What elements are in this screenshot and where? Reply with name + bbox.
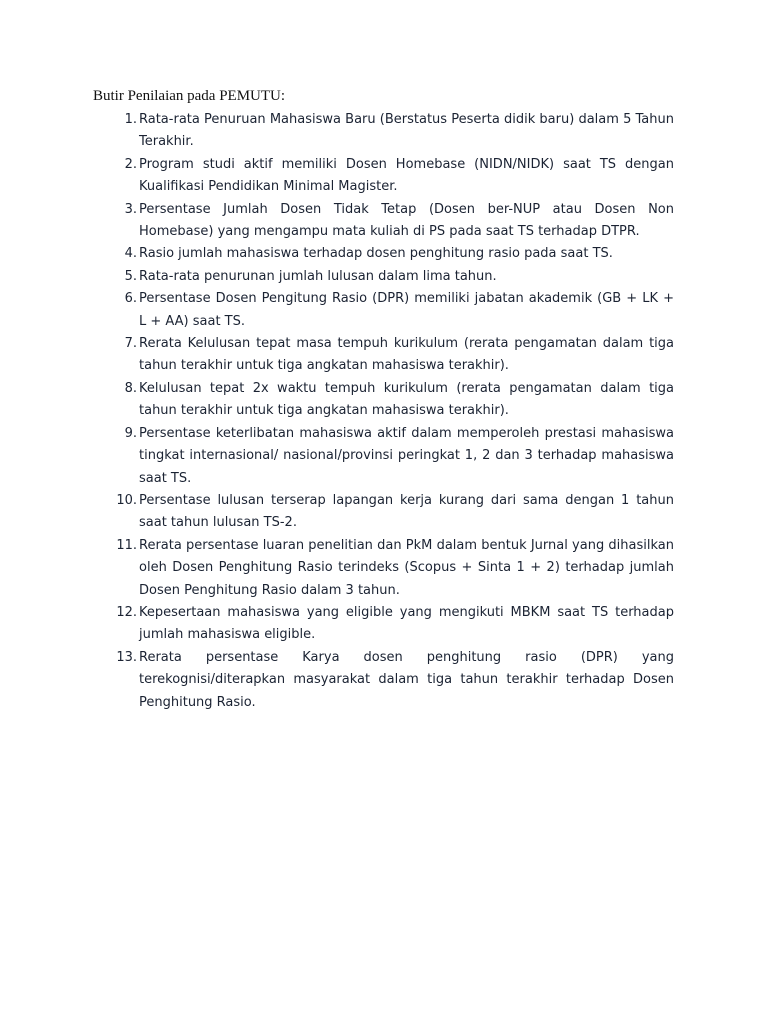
list-item: [116, 490, 674, 535]
list-item: [124, 423, 674, 490]
list-item: [124, 378, 674, 423]
list-item-number: 13.: [116, 649, 137, 665]
list-item: [116, 535, 674, 602]
list-item: [124, 243, 674, 265]
list-item-text: Program studi aktif memiliki Dosen Homebase (NIDN/NIDK) saat TS dengan Kualifikasi Pendidikan Minimal Magister.: [139, 156, 674, 195]
list-item-number: 3.: [124, 201, 137, 217]
list-item: [124, 266, 674, 288]
list-item-text: Rerata persentase Karya dosen penghitung rasio (DPR) yang terekognisi/diterapkan masyarakat dalam tiga tahun terakhir terhadap Dosen Penghitung Rasio.: [139, 649, 674, 710]
list-item-text: Rerata persentase luaran penelitian dan PkM dalam bentuk Jurnal yang dihasilkan oleh Dosen Penghitung Rasio terindeks (Scopus + Sinta 1 + 2) terhadap jumlah Dosen Penghitung Rasio dalam 3 tahun.: [139, 537, 674, 598]
document-title: Butir Penilaian pada PEMUTU:: [93, 88, 286, 104]
list-item-text: Rata-rata penurunan jumlah lulusan dalam lima tahun.: [139, 268, 497, 284]
list-item: [124, 333, 674, 378]
list-item-number: 9.: [124, 425, 137, 441]
list-item-number: 12.: [116, 604, 137, 620]
list-item-text: Persentase lulusan terserap lapangan kerja kurang dari sama dengan 1 tahun saat tahun lulusan TS-2.: [139, 492, 674, 531]
list-item: [124, 288, 674, 333]
assessment-items-list: [116, 109, 674, 714]
list-item: [116, 602, 674, 647]
list-item-number: 1.: [124, 112, 137, 127]
list-item-number: 2.: [124, 156, 137, 172]
list-item: [116, 647, 674, 714]
list-item: [124, 154, 674, 199]
list-item: [124, 109, 674, 154]
list-item-text: Persentase keterlibatan mahasiswa aktif dalam memperoleh prestasi mahasiswa tingkat internasional/ nasional/provinsi peringkat 1, 2 dan 3 terhadap mahasiswa saat TS.: [139, 425, 674, 486]
list-item-text: Kepesertaan mahasiswa yang eligible yang mengikuti MBKM saat TS terhadap jumlah mahasiswa eligible.: [139, 604, 674, 643]
list-item-text: Persentase Dosen Pengitung Rasio (DPR) memiliki jabatan akademik (GB + LK + L + AA) saat TS.: [139, 291, 674, 329]
list-item-text: Rasio jumlah mahasiswa terhadap dosen penghitung rasio pada saat TS.: [139, 246, 613, 262]
list-item-number: 7.: [124, 336, 137, 352]
list-item-number: 8.: [124, 380, 137, 396]
list-item-number: 5.: [124, 268, 137, 284]
list-item-text: Kelulusan tepat 2x waktu tempuh kurikulum (rerata pengamatan dalam tiga tahun terakhir untuk tiga angkatan mahasiswa terakhir).: [139, 380, 674, 419]
list-item-text: Persentase Jumlah Dosen Tidak Tetap (Dosen ber-NUP atau Dosen Non Homebase) yang mengampu mata kuliah di PS pada saat TS terhadap DTPR.: [139, 201, 674, 240]
list-item-text: Rata-rata Penuruan Mahasiswa Baru (Berstatus Peserta didik baru) dalam 5 Tahun Terakhir.: [139, 112, 674, 150]
list-item-number: 11.: [116, 537, 137, 553]
list-item-number: 10.: [116, 492, 137, 508]
list-item: [124, 199, 674, 244]
list-item-number: 4.: [124, 246, 137, 262]
list-item-number: 6.: [124, 291, 137, 307]
list-item-text: Rerata Kelulusan tepat masa tempuh kurikulum (rerata pengamatan dalam tiga tahun terakhir untuk tiga angkatan mahasiswa terakhir).: [139, 336, 674, 374]
